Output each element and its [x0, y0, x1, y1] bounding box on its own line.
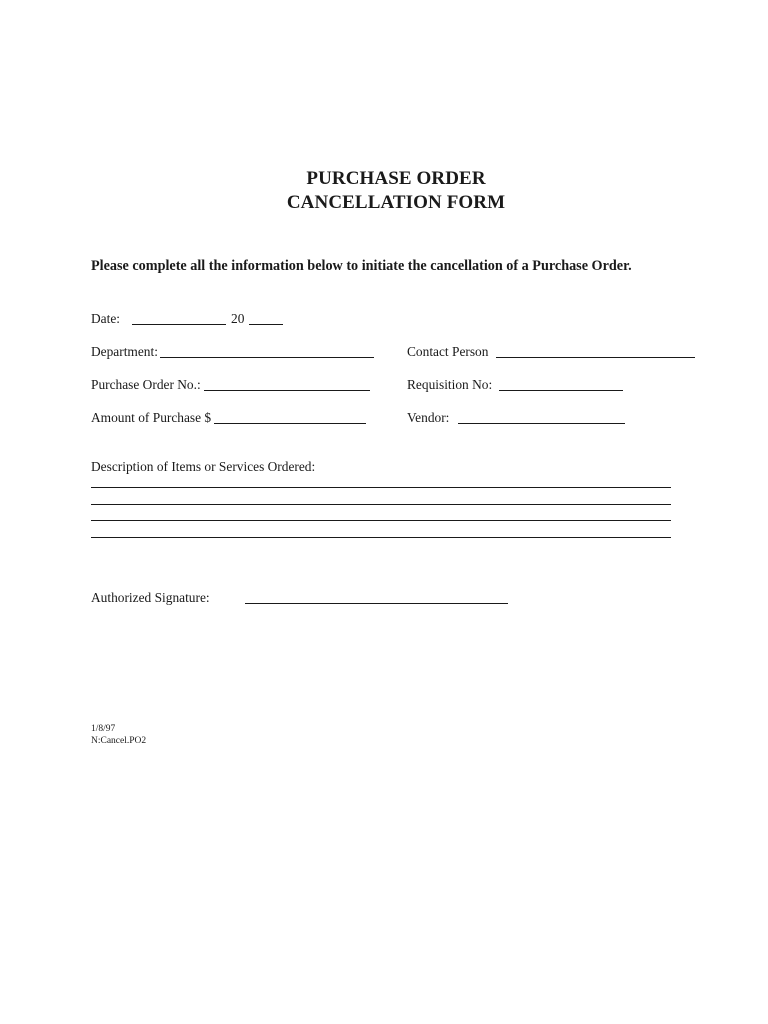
form-title-line2: CANCELLATION FORM	[286, 192, 506, 213]
amount-label: Amount of Purchase $	[91, 410, 212, 425]
contact-person-field[interactable]	[496, 357, 695, 358]
requisition-field[interactable]	[499, 390, 623, 391]
signature-label: Authorized Signature:	[91, 590, 210, 605]
amount-field[interactable]	[214, 423, 366, 424]
po-number-label: Purchase Order No.:	[91, 377, 201, 392]
description-line-2[interactable]	[91, 504, 671, 505]
date-label: Date:	[91, 311, 120, 326]
description-line-1[interactable]	[91, 487, 671, 488]
form-instructions: Please complete all the information below to initiate the cancellation of a Purchase Order.	[91, 258, 632, 274]
description-line-3[interactable]	[91, 520, 671, 521]
description-line-4[interactable]	[91, 537, 671, 538]
department-label: Department:	[91, 344, 158, 359]
department-field[interactable]	[160, 357, 374, 358]
contact-person-label: Contact Person	[407, 344, 489, 359]
year-prefix-label: 20	[231, 311, 245, 326]
vendor-label: Vendor:	[407, 410, 450, 425]
year-field[interactable]	[249, 324, 283, 325]
description-label: Description of Items or Services Ordered:	[91, 459, 316, 474]
signature-field[interactable]	[245, 603, 508, 604]
footer-file-ref: N:Cancel.PO2	[91, 736, 147, 746]
footer-date: 1/8/97	[91, 724, 116, 734]
form-title-line1: PURCHASE ORDER	[306, 168, 486, 189]
date-field[interactable]	[132, 324, 226, 325]
vendor-field[interactable]	[458, 423, 625, 424]
po-number-field[interactable]	[204, 390, 370, 391]
requisition-label: Requisition No:	[407, 377, 493, 392]
